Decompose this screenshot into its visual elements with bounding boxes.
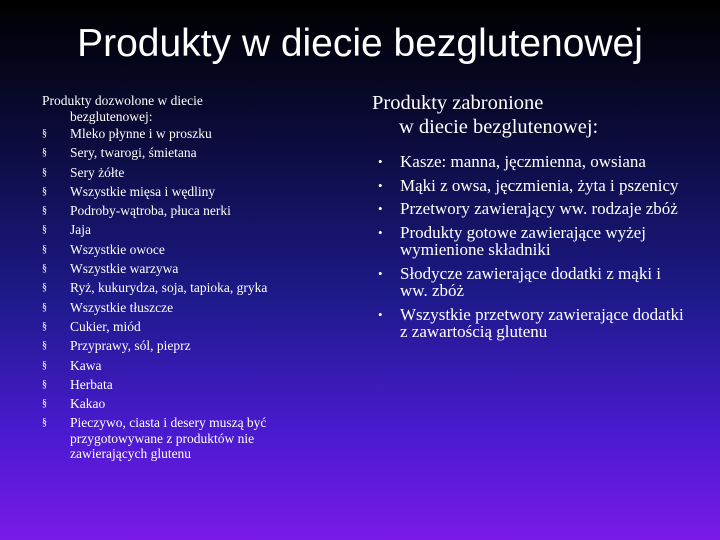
list-item xyxy=(42,184,332,200)
list-item xyxy=(372,224,692,259)
section-bullet-icon: § xyxy=(42,166,47,178)
list-item-text: Słodycze zawierające dodatki z mąki i ww. zbóż xyxy=(400,263,662,300)
forbidden-products-heading xyxy=(372,92,692,139)
list-item xyxy=(42,261,332,277)
section-bullet-icon: § xyxy=(42,185,47,197)
section-bullet-icon: § xyxy=(42,359,47,371)
allowed-heading-line2: bezglutenowej: xyxy=(70,108,153,124)
slide-title: Produkty w diecie bezglutenowej xyxy=(77,22,643,65)
allowed-products-list xyxy=(42,126,332,462)
list-item-text: Wszystkie owoce xyxy=(70,241,165,257)
list-item-text: Kakao xyxy=(70,396,106,412)
bullet-icon: • xyxy=(378,265,383,281)
section-bullet-icon: § xyxy=(42,205,47,217)
list-item xyxy=(372,153,692,171)
list-item-text: Wszystkie tłuszcze xyxy=(70,299,174,315)
list-item xyxy=(42,338,332,354)
list-item xyxy=(42,222,332,238)
list-item-text: Sery, twarogi, śmietana xyxy=(70,145,197,161)
bullet-icon: • xyxy=(378,224,383,240)
list-item-text: Produkty gotowe zawierające wyżej wymienione składniki xyxy=(400,222,646,259)
section-bullet-icon: § xyxy=(42,282,47,294)
section-bullet-icon: § xyxy=(42,301,47,313)
section-bullet-icon: § xyxy=(42,147,47,159)
section-bullet-icon: § xyxy=(42,128,47,139)
section-bullet-icon: § xyxy=(42,417,47,429)
forbidden-heading-line2: w diecie bezglutenowej: xyxy=(399,115,599,138)
allowed-products-heading xyxy=(42,93,332,124)
allowed-heading-line1: Produkty dozwolone w diecie xyxy=(42,93,203,108)
allowed-products-column xyxy=(42,93,332,466)
list-item xyxy=(372,200,692,218)
list-item-text: Ryż, kukurydza, soja, tapioka, gryka xyxy=(70,280,268,296)
list-item-text: Wszystkie przetwory zawierające dodatki z zawartością glutenu xyxy=(400,304,684,341)
list-item xyxy=(42,203,332,219)
bullet-icon: • xyxy=(378,201,383,216)
list-item xyxy=(42,358,332,374)
list-item xyxy=(372,306,692,341)
list-item xyxy=(42,145,332,161)
list-item xyxy=(42,377,332,393)
section-bullet-icon: § xyxy=(42,398,47,410)
section-bullet-icon: § xyxy=(42,320,47,332)
list-item-text: Mąki z owsa, jęczmienia, żyta i pszenicy xyxy=(400,175,679,195)
bullet-icon: • xyxy=(378,177,383,193)
bullet-icon: • xyxy=(378,306,383,322)
list-item-text: Wszystkie mięsa i wędliny xyxy=(70,183,216,199)
list-item-text: Cukier, miód xyxy=(70,318,141,334)
list-item xyxy=(42,242,332,258)
list-item xyxy=(372,177,692,195)
list-item-text: Mleko płynne i w proszku xyxy=(70,126,212,141)
list-item-text: Przyprawy, sól, pieprz xyxy=(70,338,191,354)
list-item-text: Sery żółte xyxy=(70,164,125,180)
section-bullet-icon: § xyxy=(42,340,47,352)
list-item-text: Wszystkie warzywa xyxy=(70,261,179,277)
list-item xyxy=(42,396,332,412)
list-item xyxy=(42,165,332,181)
list-item xyxy=(42,280,332,296)
list-item-text: Przetwory zawierający ww. rodzaje zbóż xyxy=(400,199,678,218)
forbidden-products-list xyxy=(372,153,692,341)
section-bullet-icon: § xyxy=(42,378,47,390)
forbidden-heading-line1: Produkty zabronione xyxy=(372,92,544,114)
section-bullet-icon: § xyxy=(42,263,47,275)
section-bullet-icon: § xyxy=(42,243,47,255)
list-item xyxy=(372,265,692,300)
list-item-text: Pieczywo, ciasta i desery muszą być przygotowywane z produktów nie zawierających glutenu xyxy=(70,415,267,462)
list-item xyxy=(42,300,332,316)
bullet-icon: • xyxy=(378,154,383,169)
list-item-text: Podroby-wątroba, płuca nerki xyxy=(70,203,231,219)
section-bullet-icon: § xyxy=(42,224,47,236)
list-item-text: Herbata xyxy=(70,376,113,392)
list-item-text: Kawa xyxy=(70,357,102,373)
list-item xyxy=(42,319,332,335)
forbidden-products-column xyxy=(372,92,692,341)
list-item-text: Kasze: manna, jęczmienna, owsiana xyxy=(400,152,646,171)
list-item-text: Jaja xyxy=(70,222,91,238)
list-item xyxy=(42,415,332,462)
list-item xyxy=(42,126,332,142)
